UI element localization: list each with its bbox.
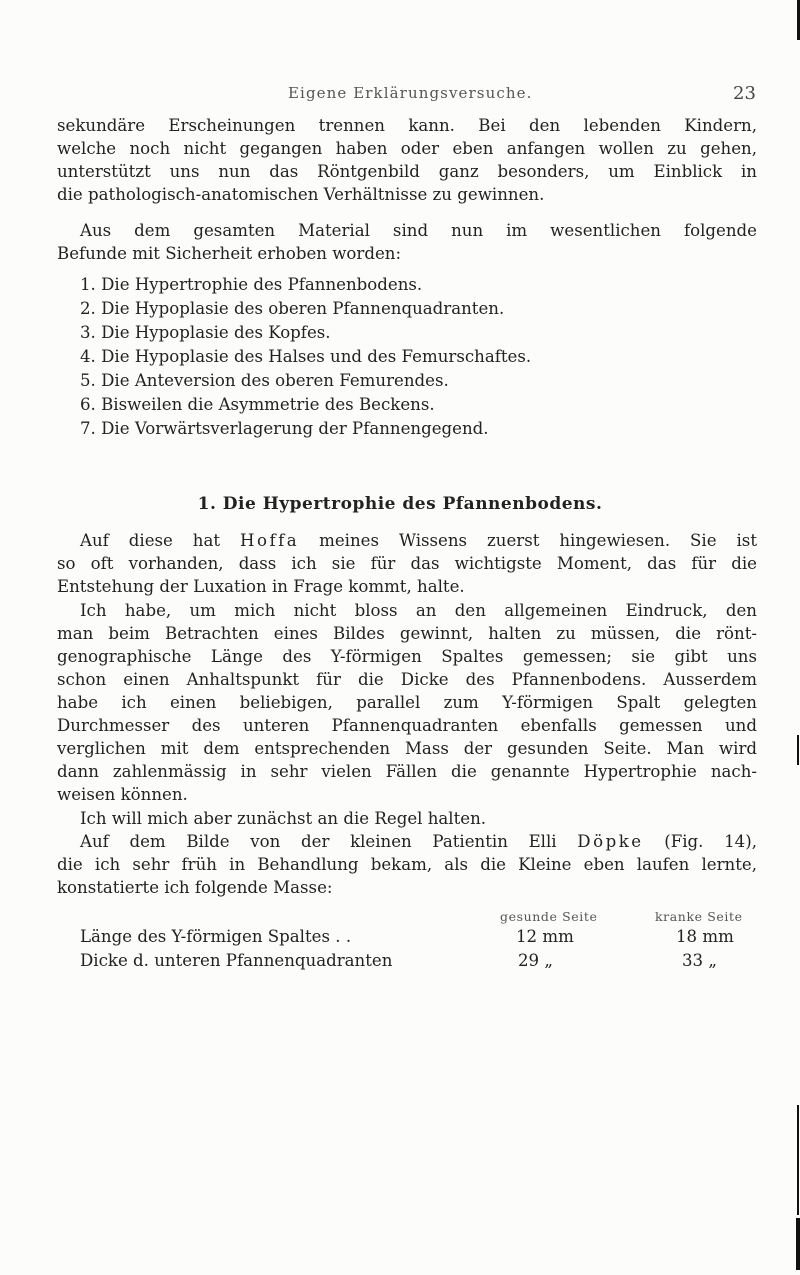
text-line: [80, 831, 757, 853]
scan-edge-mark: [796, 1218, 800, 1270]
sick-value: 18 mm: [676, 927, 734, 946]
list-item: 3. Die Hypoplasie des Kopfes.: [80, 323, 331, 342]
list-item: 5. Die Anteversion des oberen Femurendes.: [80, 371, 449, 390]
text-line: Aus dem gesamten Material sind nun im wesentlichen folgende: [80, 221, 757, 240]
text-line: [80, 530, 757, 552]
author-name: Hoffa: [240, 531, 300, 550]
text-line: Befunde mit Sicherheit erhoben worden:: [57, 244, 402, 263]
patient-name: Döpke: [577, 832, 644, 851]
list-item: 7. Die Vorwärtsverlagerung der Pfannengegend.: [80, 419, 489, 438]
page-header: [0, 84, 800, 106]
row-label: Länge des Y-förmigen Spaltes . .: [80, 927, 352, 946]
healthy-value: 29 „: [518, 951, 553, 970]
text-line: habe ich einen beliebigen, parallel zum Y-förmigen Spalt gelegten: [57, 693, 757, 712]
page-number: 23: [733, 83, 756, 104]
text-line: genographische Länge des Y-förmigen Spaltes gemessen; sie gibt uns: [57, 647, 757, 666]
text-line: man beim Betrachten eines Bildes gewinnt, halten zu müssen, die rönt-: [57, 624, 757, 643]
list-item: 4. Die Hypoplasie des Halses und des Femurschaftes.: [80, 347, 532, 366]
scan-edge-mark: [797, 1105, 799, 1215]
scan-edge-mark: [797, 735, 799, 765]
list-item: 6. Bisweilen die Asymmetrie des Beckens.: [80, 395, 435, 414]
text-line: Durchmesser des unteren Pfannenquadranten ebenfalls gemessen und: [57, 716, 757, 735]
text-line: die pathologisch-anatomischen Verhältnisse zu gewinnen.: [57, 185, 545, 204]
text-span: Auf dem Bilde von der kleinen Patientin Elli: [80, 832, 578, 851]
text-span: (Fig. 14),: [643, 832, 757, 851]
text-line: konstatierte ich folgende Masse:: [57, 878, 333, 897]
row-label: Dicke d. unteren Pfannenquadranten: [80, 951, 393, 970]
text-line: so oft vorhanden, dass ich sie für das wichtigste Moment, das für die: [57, 554, 757, 573]
text-line: sekundäre Erscheinungen trennen kann. Bei den lebenden Kindern,: [57, 116, 757, 135]
healthy-value: 12 mm: [516, 927, 574, 946]
column-header-sick: kranke Seite: [655, 909, 743, 924]
text-line: schon einen Anhaltspunkt für die Dicke des Pfannenbodens. Ausserdem: [57, 670, 757, 689]
text-line: verglichen mit dem entsprechenden Mass der gesunden Seite. Man wird: [57, 739, 757, 758]
running-title: Eigene Erklärungsversuche.: [288, 84, 533, 102]
text-span: Auf diese hat: [80, 531, 241, 550]
text-line: weisen können.: [57, 785, 188, 804]
text-line: Entstehung der Luxation in Frage kommt, halte.: [57, 577, 465, 596]
list-item: 2. Die Hypoplasie des oberen Pfannenquadranten.: [80, 299, 505, 318]
paragraph-5: Ich will mich aber zunächst an die Regel halten.: [80, 809, 487, 828]
section-heading: 1. Die Hypertrophie des Pfannenbodens.: [197, 494, 603, 514]
sick-value: 33 „: [682, 951, 717, 970]
text-span: meines Wissens zuerst hingewiesen. Sie ist: [299, 531, 757, 550]
text-line: Ich habe, um mich nicht bloss an den allgemeinen Eindruck, den: [80, 601, 757, 620]
column-header-healthy: gesunde Seite: [500, 909, 598, 924]
text-line: die ich sehr früh in Behandlung bekam, als die Kleine eben laufen lernte,: [57, 855, 757, 874]
text-line: dann zahlenmässig in sehr vielen Fällen die genannte Hypertrophie nach-: [57, 762, 757, 781]
text-line: welche noch nicht gegangen haben oder eben anfangen wollen zu gehen,: [57, 139, 757, 158]
list-item: 1. Die Hypertrophie des Pfannenbodens.: [80, 275, 423, 294]
text-line: unterstützt uns nun das Röntgenbild ganz besonders, um Einblick in: [57, 162, 757, 181]
